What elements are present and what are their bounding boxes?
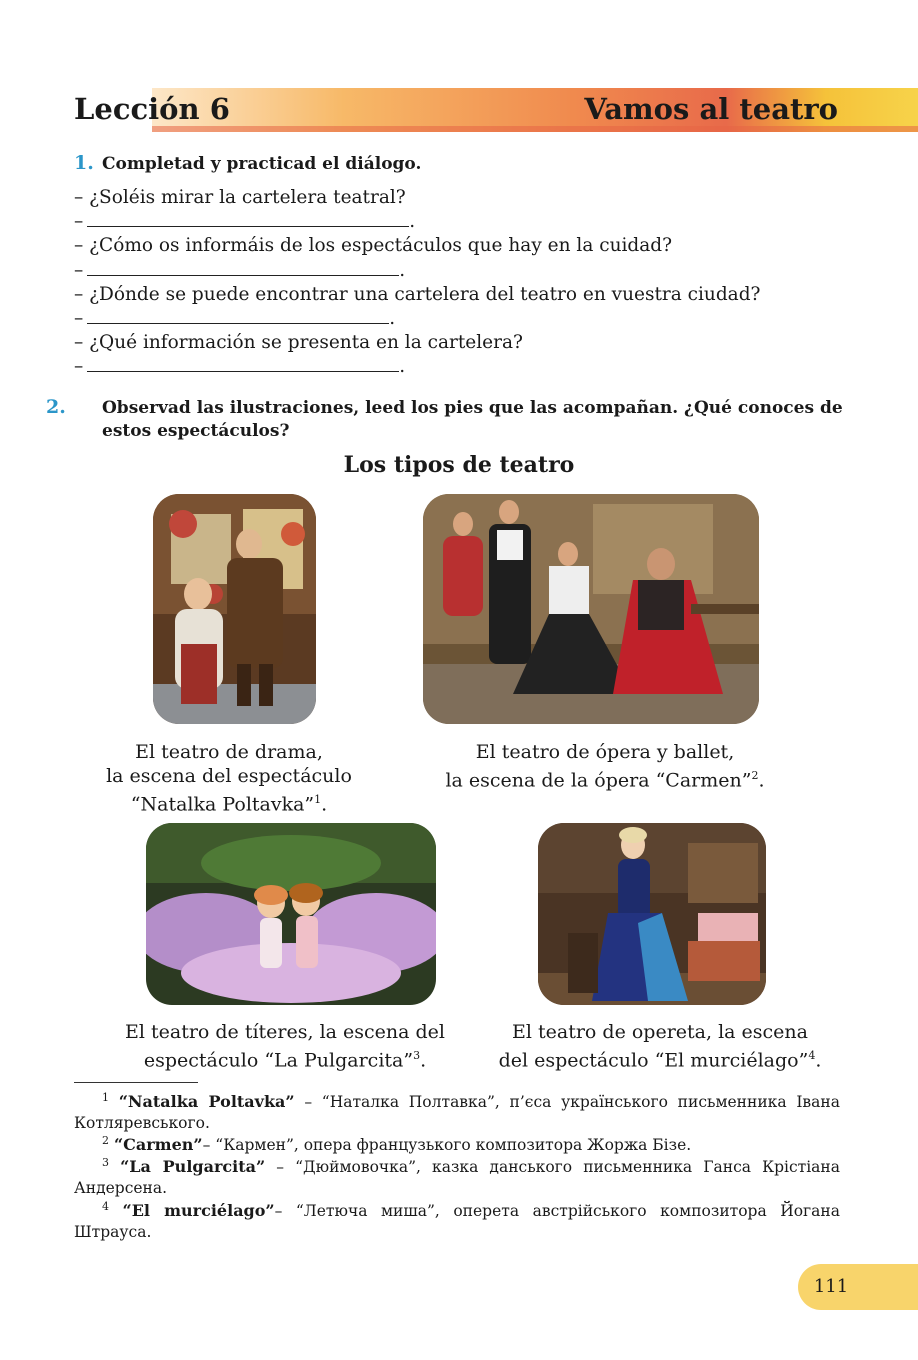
footnote: $^1$ “Natalka Poltavka” – “Наталка Полтавка”, п’єса українського письменника Івана Котляревського. xyxy=(74,1091,840,1133)
footnote-ref[interactable]: 3 xyxy=(413,1049,421,1062)
footnote-divider xyxy=(74,1082,198,1083)
answer-blank[interactable] xyxy=(87,307,389,324)
drama-scene-photo xyxy=(153,494,316,724)
footnote-ref[interactable]: 4 xyxy=(808,1049,816,1062)
lesson-topic: Vamos al teatro xyxy=(584,92,838,126)
page-number: 111 xyxy=(813,1276,849,1297)
exercise-1-instruction xyxy=(74,152,421,176)
lesson-title: Lección 6 xyxy=(74,92,230,126)
section-title: Los tipos de teatro xyxy=(343,452,575,478)
caption-operetta: El teatro de opereta, la escena del espectáculo “El murciélago”$^4$. xyxy=(498,1021,822,1072)
dialogue-question: – ¿Dónde se puede encontrar una cartelera del teatro en vuestra ciudad? xyxy=(74,283,761,305)
footnote: $^3$ “La Pulgarcita” – “Дюймовочка”, казка данського письменника Ганса Крістіана Андерсена. xyxy=(74,1156,840,1198)
exercise-2-number: 2. xyxy=(46,396,66,418)
footnote-ref[interactable]: 2 xyxy=(751,769,759,782)
answer-blank[interactable] xyxy=(87,259,399,276)
page-number-tab xyxy=(798,1264,918,1310)
exercise-1-number: 1. xyxy=(74,152,94,174)
exercise-2-instruction xyxy=(46,396,872,443)
answer-blank[interactable] xyxy=(87,355,399,372)
puppet-theatre-photo xyxy=(146,823,436,1005)
dialogue xyxy=(74,186,760,380)
dialogue-answer[interactable]: – . xyxy=(74,259,406,281)
exercise-2-text: Observad las ilustraciones, leed los pies que las acompañan. ¿Qué conoces de estos espectáculos? xyxy=(102,398,843,441)
answer-blank[interactable] xyxy=(87,210,409,227)
dialogue-question: – ¿Soléis mirar la cartelera teatral? xyxy=(74,187,406,208)
caption-puppets: El teatro de títeres, la escena del espectáculo “La Pulgarcita”$^3$. xyxy=(125,1021,445,1072)
caption-drama: El teatro de drama, la escena del espectáculo “Natalka Poltavka”$^1$. xyxy=(106,741,352,816)
dialogue-question: – ¿Qué información se presenta en la cartelera? xyxy=(74,332,523,354)
dialogue-question: – ¿Cómo os informáis de los espectáculos que hay en la cuidad? xyxy=(74,235,673,257)
opera-carmen-photo xyxy=(423,494,759,724)
footnote: $^2$ “Carmen”– “Кармен”, опера французького композитора Жоржа Бізе. xyxy=(102,1134,692,1155)
dialogue-answer[interactable]: – . xyxy=(74,308,396,330)
caption-opera: El teatro de ópera y ballet, la escena de la ópera “Carmen”$^2$. xyxy=(445,741,765,792)
exercise-1-text: Completad y practicad el diálogo. xyxy=(102,154,422,174)
dialogue-answer[interactable]: – . xyxy=(74,356,406,378)
footnote: $^4$ “El murciélago”– “Летюча миша”, оперета австрійського композитора Йогана Штрауса. xyxy=(74,1200,840,1242)
footnote-ref[interactable]: 1 xyxy=(314,793,322,806)
operetta-photo xyxy=(538,823,766,1005)
dialogue-answer[interactable]: – . xyxy=(74,211,416,233)
